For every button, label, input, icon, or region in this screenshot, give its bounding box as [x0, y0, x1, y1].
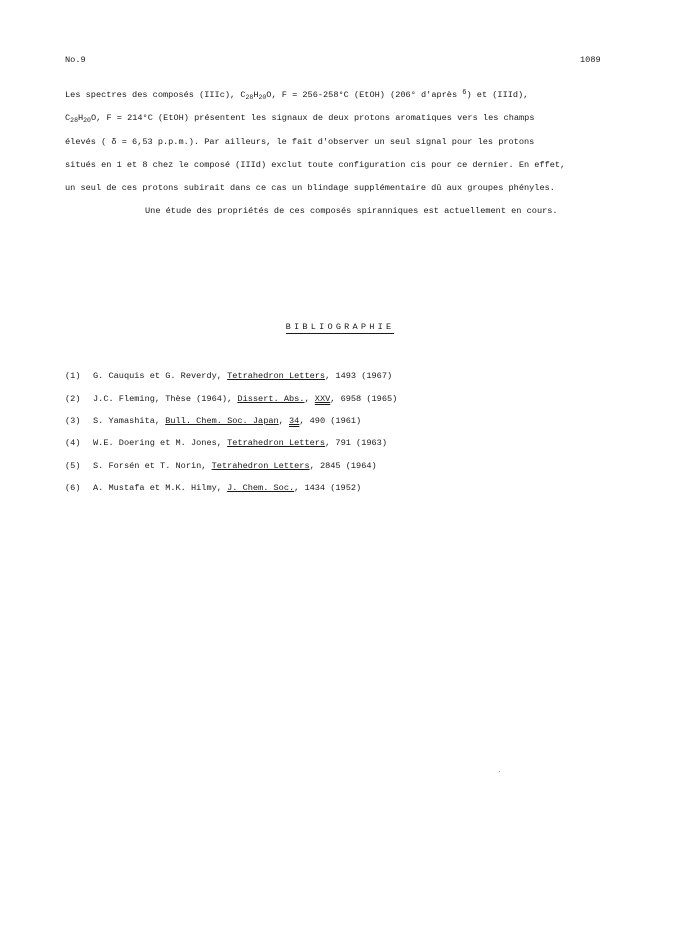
- body-line-4: situés en 1 et 8 chez le composé (IIId) exclut toute configuration cis pour ce dernier. En effet,: [65, 160, 566, 170]
- reference-item: (1) G. Cauquis et G. Reverdy, Tetrahedron Letters, 1493 (1967): [65, 371, 393, 381]
- journal-issue: No.9: [65, 55, 86, 65]
- reference-item: (4) W.E. Doering et M. Jones, Tetrahedron Letters, 791 (1963): [65, 438, 387, 448]
- body-line-5: un seul de ces protons subirait dans ce cas un blindage supplémentaire dû aux groupes phényles.: [65, 183, 555, 193]
- bibliography-heading: BIBLIOGRAPHIE: [285, 322, 395, 332]
- reference-superscript: 6: [462, 89, 467, 97]
- reference-item: (2) J.C. Fleming, Thèse (1964), Dissert. Abs., XXV, 6958 (1965): [65, 394, 398, 404]
- scan-speck: [499, 771, 500, 772]
- reference-item: (3) S. Yamashita, Bull. Chem. Soc. Japan, 34, 490 (1961): [65, 416, 362, 426]
- page-number: 1089: [580, 55, 601, 65]
- journal-title: J. Chem. Soc.: [227, 483, 295, 493]
- body-line-3: élevés ( δ = 6,53 p.p.m.). Par ailleurs, le fait d'observer un seul signal pour les protons: [65, 137, 535, 147]
- reference-item: (5) S. Forsén et T. Norin, Tetrahedron Letters, 2845 (1964): [65, 461, 377, 471]
- volume: 34: [289, 416, 300, 426]
- journal-title: Tetrahedron Letters: [211, 461, 310, 471]
- journal-title: Tetrahedron Letters: [227, 371, 326, 381]
- journal-title: Dissert. Abs.: [237, 394, 305, 404]
- journal-title: Tetrahedron Letters: [227, 438, 326, 448]
- reference-item: (6) A. Mustafa et M.K. Hilmy, J. Chem. Soc., 1434 (1952): [65, 483, 362, 493]
- body-line-1: Les spectres des composés (IIIc), $C_{28}H_{20}O$, F = 256-258°C (EtOH) (206° d'après $^6$) et (IIId),: [65, 89, 529, 101]
- body-line-2: $C_{28}H_{20}O$, F = 214°C (EtOH) présentent les signaux de deux protons aromatiques vers les champs: [65, 113, 535, 124]
- body-line-6: Une étude des propriétés de ces composés spiranniques est actuellement en cours.: [145, 206, 558, 216]
- volume: XXV: [314, 394, 331, 404]
- journal-title: Bull. Chem. Soc. Japan: [165, 416, 279, 426]
